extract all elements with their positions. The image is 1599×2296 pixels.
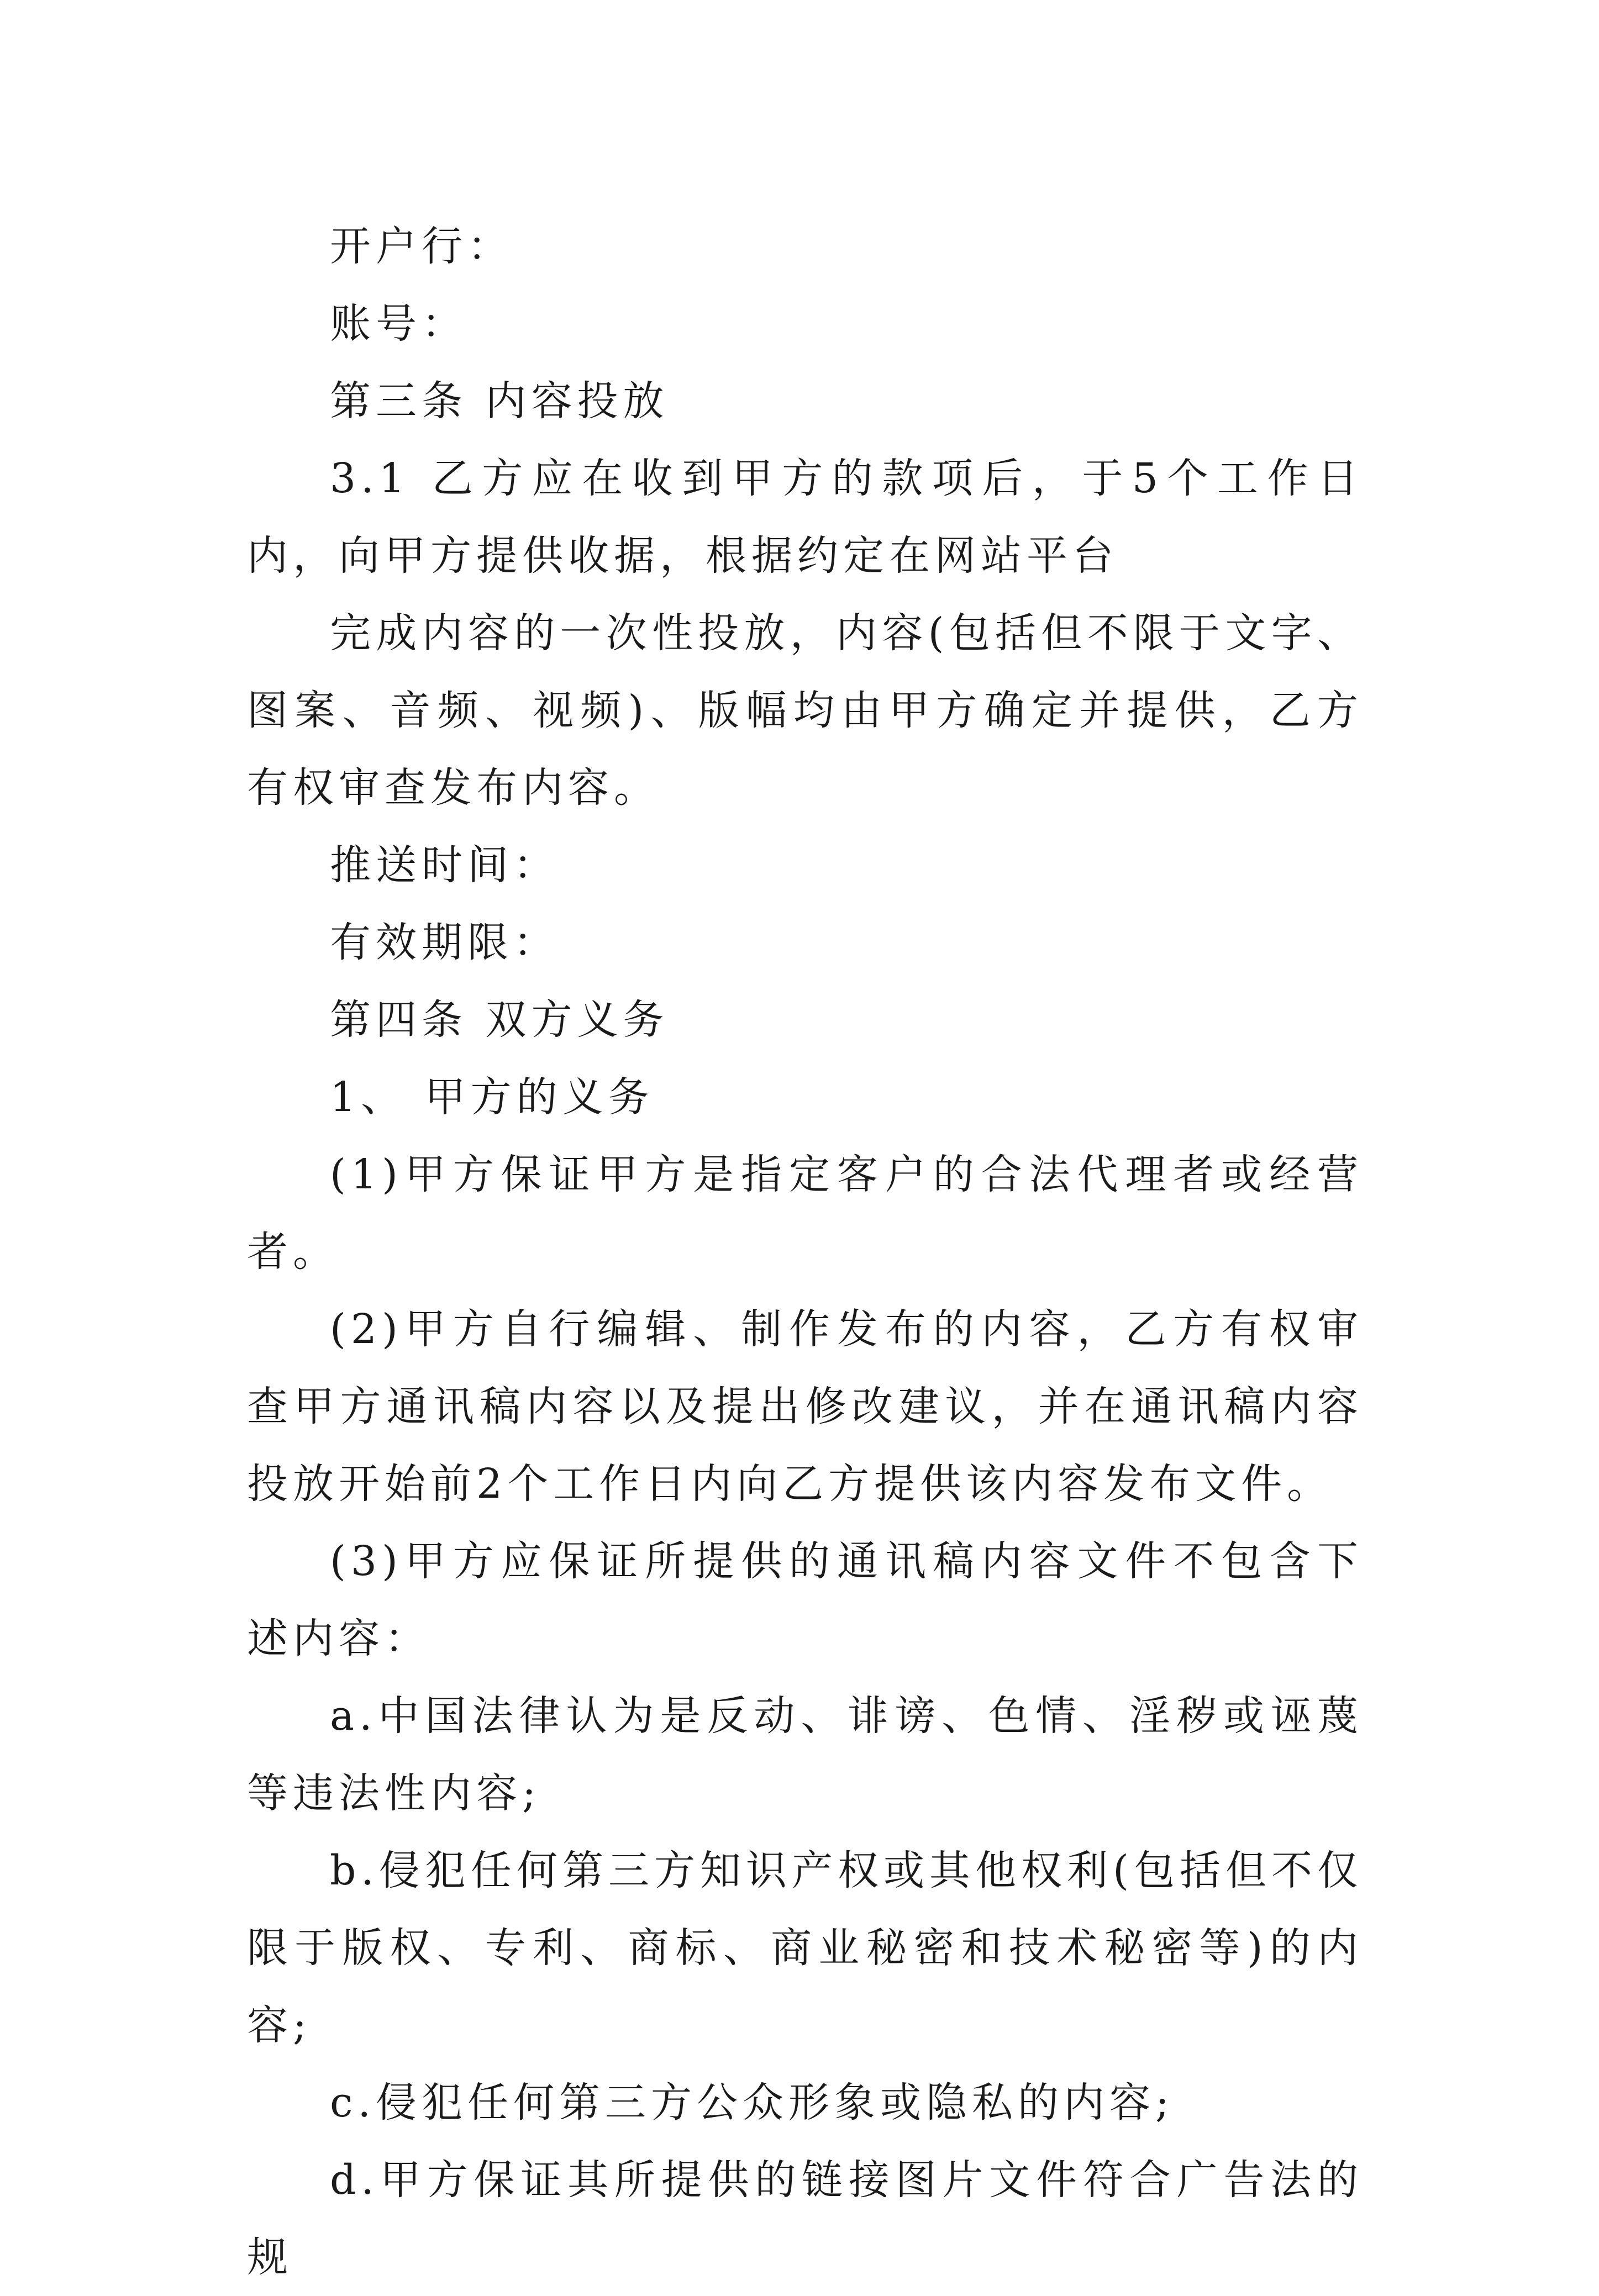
- prohibited-item-c: c.侵犯任何第三方公众形象或隐私的内容;: [330, 2079, 1174, 2126]
- prohibited-item-b: b.侵犯任何第三方知识产权或其他权利(包括但不仅限于版权、专利、商标、商业秘密和技术秘密等)的内容;: [247, 1847, 1363, 2049]
- contract-text-body: [247, 208, 1363, 2296]
- article-3-heading: 第三条 内容投放: [330, 377, 669, 425]
- clause-3-1: 3.1 乙方应在收到甲方的款项后，于5个工作日内，向甲方提供收据，根据约定在网站平台: [247, 455, 1363, 580]
- clause-3-1-continued: 完成内容的一次性投放，内容(包括但不限于文字、图案、音频、视频)、版幅均由甲方确定并提供，乙方有权审查发布内容。: [247, 609, 1363, 812]
- party-a-obligations-heading: 1、 甲方的义务: [330, 1073, 654, 1121]
- prohibited-item-d: d.甲方保证其所提供的链接图片文件符合广告法的规: [247, 2156, 1363, 2281]
- prohibited-item-a: a.中国法律认为是反动、诽谤、色情、淫秽或诬蔑等违法性内容;: [247, 1692, 1363, 1817]
- article-4-heading: 第四条 双方义务: [330, 996, 669, 1044]
- obligation-2: (2)甲方自行编辑、制作发布的内容，乙方有权审查甲方通讯稿内容以及提出修改建议，并在通讯稿内容投放开始前2个工作日内向乙方提供该内容发布文件。: [247, 1305, 1363, 1508]
- bank-line: 开户行：: [330, 223, 513, 270]
- obligation-3: (3)甲方应保证所提供的通讯稿内容文件不包含下述内容：: [247, 1537, 1363, 1662]
- obligation-1: (1)甲方保证甲方是指定客户的合法代理者或经营者。: [247, 1151, 1363, 1276]
- push-time-line: 推送时间：: [330, 841, 559, 889]
- account-line: 账号：: [330, 300, 467, 347]
- validity-period-line: 有效期限：: [330, 919, 559, 966]
